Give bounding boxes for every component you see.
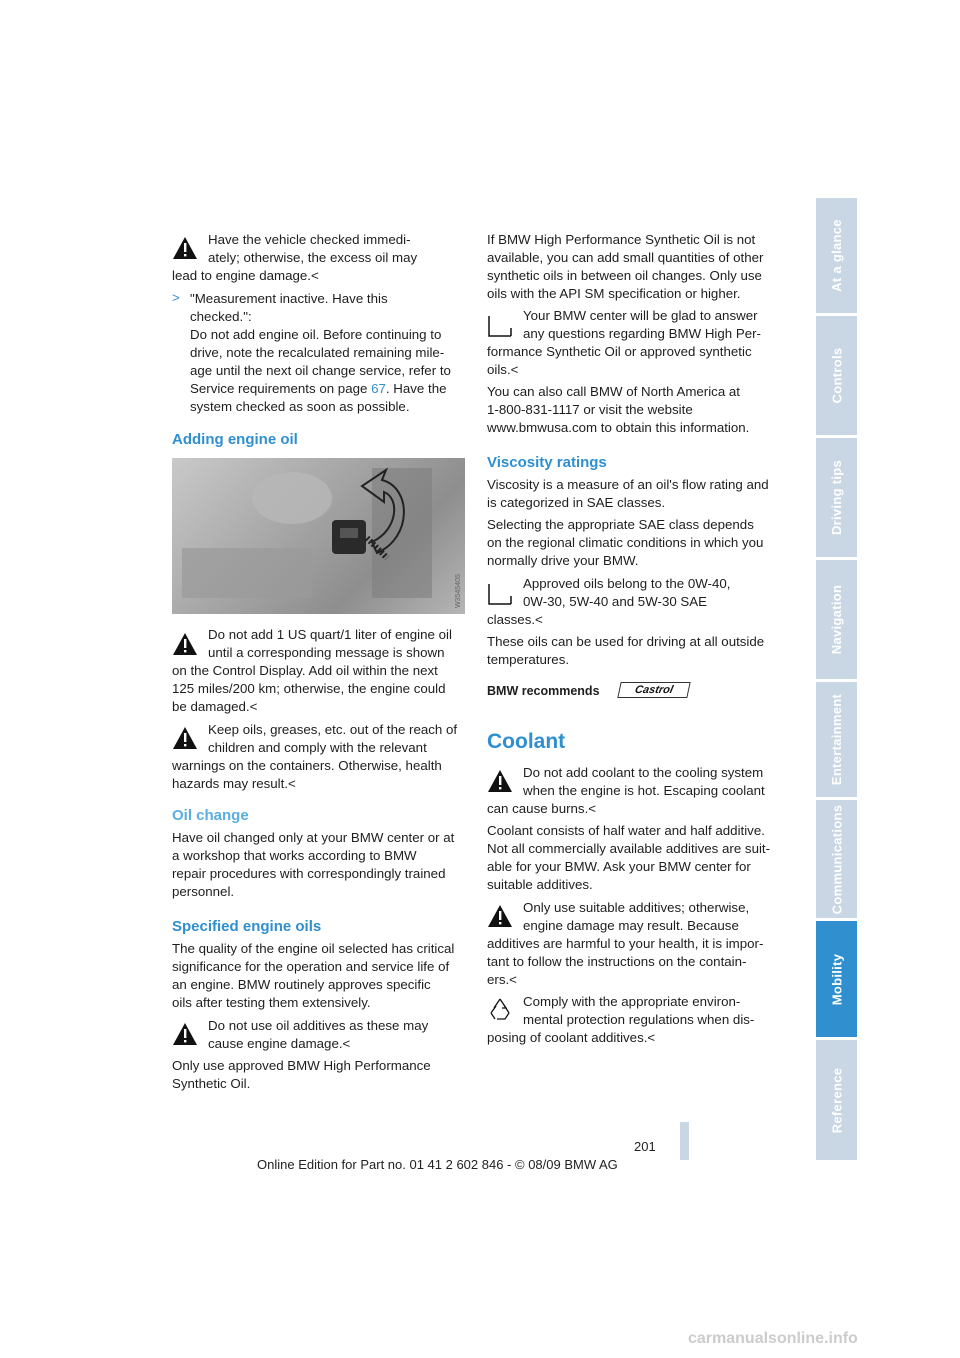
body-text: 1-800-831-1117 or visit the website [487,402,693,417]
body-text: Synthetic Oil. [172,1076,251,1091]
recommendation-line [487,682,779,700]
subsection-heading: Oil change [172,807,249,824]
warning-text: ately; otherwise, the excess oil may [208,250,418,265]
note-text: classes. [487,612,536,627]
body-text: suitable additives. [487,877,593,892]
page-marker-bar [680,1122,689,1160]
end-mark: < [311,268,319,283]
chapter-heading: Coolant [487,730,566,753]
tab-mobility[interactable]: Mobility [816,921,857,1037]
tab-controls[interactable]: Controls [816,316,857,435]
castrol-logo: Castrol [617,682,690,698]
warning-text: can cause burns. [487,801,589,816]
body-text: able for your BMW. Ask your BMW center for [487,859,751,874]
body-text: If BMW High Performance Synthetic Oil is not [487,232,756,247]
body-text: Have oil changed only at your BMW center or at [172,830,455,845]
svg-text:W3545405: W3545405 [455,574,462,608]
warning-text: on the Control Display. Add oil within the next [172,663,438,678]
warning-text: cause engine damage. [208,1036,343,1051]
warning-text: Keep oils, greases, etc. out of the reach of [208,722,458,737]
body-text: a workshop that works according to BMW [172,848,417,863]
recommendation-label: BMW recommends [487,684,600,698]
warning-text: warnings on the containers. Otherwise, health [172,758,442,773]
engine-oil-filler-photo [172,458,465,614]
list-item: system checked as soon as possible. [190,399,410,414]
body-text: personnel. [172,884,235,899]
page-number: 201 [634,1139,656,1154]
warning-text: children and comply with the relevant [208,740,427,755]
note-text: any questions regarding BMW High Per- [523,326,761,341]
list-item: Service requirements on page 67. Have the [190,381,447,396]
note-text: oils. [487,362,511,377]
watermark: carmanualsonline.info [688,1330,858,1347]
body-text: Coolant consists of half water and half additive. [487,823,765,838]
tab-driving-tips[interactable]: Driving tips [816,438,857,557]
warning-text: Do not add 1 US quart/1 liter of engine oil [208,627,452,642]
warning-text: Do not use oil additives as these may [208,1018,429,1033]
note-text: formance Synthetic Oil or approved synthetic [487,344,752,359]
body-text: available, you can add small quantities of other [487,250,764,265]
environment-text: Comply with the appropriate environ- [523,994,741,1009]
body-text: Selecting the appropriate SAE class depends [487,517,754,532]
warning-text: additives are harmful to your health, it is impor- [487,936,764,951]
body-text: The quality of the engine oil selected has critical [172,941,455,956]
end-mark: < [342,1036,351,1051]
body-text: www.bmwusa.com to obtain this information. [487,420,750,435]
body-text: synthetic oils in between oil changes. Only use [487,268,762,283]
environment-text: posing of coolant additives. [487,1030,648,1045]
bullet-marker: > [172,290,180,305]
warning-text: ers. [487,972,510,987]
list-item: "Measurement inactive. Have this [190,291,388,306]
body-text: Not all commercially available additives are suit- [487,841,771,856]
tab-navigation[interactable]: Navigation [816,560,857,679]
body-text: on the regional climatic conditions in which you [487,535,764,550]
warning-text: when the engine is hot. Escaping coolant [523,783,765,798]
end-mark: < [535,612,543,627]
tab-entertainment[interactable]: Entertainment [816,682,857,797]
body-text: is categorized in SAE classes. [487,495,666,510]
note-text: Your BMW center will be glad to answer [523,308,758,323]
warning-text: Do not add coolant to the cooling system [523,765,764,780]
body-text: oils after testing them extensively. [172,995,371,1010]
list-item: drive, note the recalculated remaining mile- [190,345,445,360]
tab-at-a-glance[interactable]: At a glance [816,198,857,313]
end-mark: < [647,1030,656,1045]
section-heading: Adding engine oil [172,431,298,448]
section-heading: Viscosity ratings [487,454,607,471]
section-heading: Specified engine oils [172,918,322,935]
warning-text: lead to engine damage. [172,268,311,283]
end-mark: < [509,972,517,987]
warning-text: 125 miles/200 km; otherwise, the engine could [172,681,446,696]
warning-text: engine damage may result. Because [523,918,739,933]
end-mark: < [588,801,597,816]
footer-text: Online Edition for Part no. 01 41 2 602 846 - © 08/09 BMW AG [257,1157,618,1172]
environment-text: mental protection regulations when dis- [523,1012,755,1027]
body-text: Viscosity is a measure of an oil's flow rating and [487,477,769,492]
warning-text: until a corresponding message is shown [208,645,445,660]
list-item: Do not add engine oil. Before continuing to [190,327,442,342]
list-item: age until the next oil change service, refer to [190,363,451,378]
end-mark: < [510,362,519,377]
tab-reference[interactable]: Reference [816,1040,857,1160]
warning-text: tant to follow the instructions on the contain- [487,954,747,969]
body-text: repair procedures with correspondingly trained [172,866,446,881]
end-mark: < [288,776,296,791]
body-text: These oils can be used for driving at all outside [487,634,765,649]
body-text: normally drive your BMW. [487,553,639,568]
note-text: 0W-30, 5W-40 and 5W-30 SAE [523,594,708,609]
engine-bay-illustration [172,458,465,614]
note-text: Approved oils belong to the 0W-40, [523,576,731,591]
body-text: Only use approved BMW High Performance [172,1058,431,1073]
body-text: You can also call BMW of North America at [487,384,740,399]
body-text: temperatures. [487,652,570,667]
warning-text: Have the vehicle checked immedi- [208,232,411,247]
list-item: checked.": [190,309,252,324]
page-link[interactable]: 67 [371,381,386,396]
end-mark: < [249,699,258,714]
warning-text: be damaged. [172,699,250,714]
tab-communications[interactable]: Communications [816,800,857,918]
body-text: oils with the API SM specification or higher. [487,286,741,301]
chapter-tabs [816,198,857,1160]
warning-text: Only use suitable additives; otherwise, [523,900,750,915]
body-text: an engine. BMW routinely approves specific [172,977,431,992]
body-text: significance for the operation and service life of [172,959,450,974]
warning-text: hazards may result. [172,776,289,791]
